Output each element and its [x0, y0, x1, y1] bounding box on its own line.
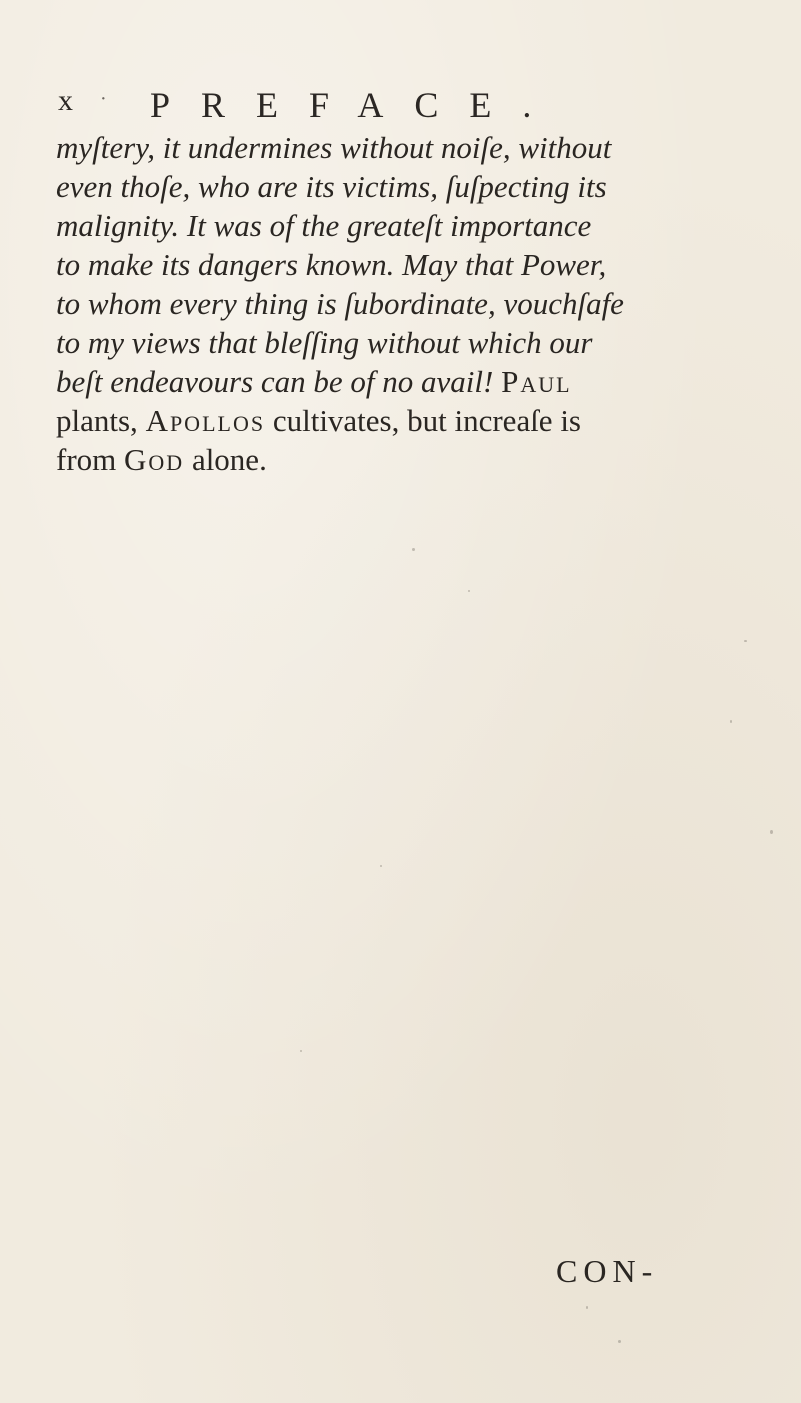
- text-line: [56, 362, 756, 401]
- text-span: plants,: [56, 403, 146, 438]
- text-line: [56, 167, 756, 206]
- name-god: God: [124, 442, 185, 477]
- text-span: malignity. It was of the greateſt importance: [56, 208, 592, 243]
- paper-speck: [300, 1050, 302, 1052]
- text-line: [56, 206, 756, 245]
- paper-speck: [730, 720, 732, 723]
- text-span: to my views that bleſſing without which our: [56, 325, 593, 360]
- text-span: to make its dangers known. May that Power,: [56, 247, 607, 282]
- paper-speck: [770, 830, 773, 834]
- name-paul: Paul: [501, 364, 572, 399]
- text-line: [56, 128, 756, 167]
- paper-speck: [744, 640, 747, 642]
- text-span: to whom every thing is ſubordinate, vouchſafe: [56, 286, 624, 321]
- text-span: from: [56, 442, 125, 477]
- text-span: myſtery, it undermines without noiſe, without: [56, 130, 612, 165]
- text-span: beſt endeavours can be of no avail!: [56, 364, 502, 399]
- paper-speck: [380, 865, 382, 867]
- paper-speck: [618, 1340, 621, 1343]
- text-line: [56, 284, 756, 323]
- text-line: [56, 245, 756, 284]
- running-title: PREFACE.: [150, 85, 563, 125]
- text-line: [56, 440, 756, 479]
- name-apollos: Apollos: [145, 403, 266, 438]
- page-number: x: [58, 84, 75, 117]
- paper-speck: [586, 1306, 588, 1309]
- text-line: [56, 401, 756, 440]
- header-separator-dot: ·: [100, 88, 109, 110]
- preface-text: [56, 128, 756, 479]
- paper-speck: [468, 590, 470, 592]
- catchword: CON-: [556, 1253, 659, 1289]
- paper-speck: [412, 548, 415, 551]
- page-header: [58, 84, 758, 124]
- text-line: [56, 323, 756, 362]
- text-span: even thoſe, who are its victims, ſuſpecting its: [56, 169, 607, 204]
- text-span: cultivates, but increaſe is: [265, 403, 581, 438]
- text-span: alone.: [184, 442, 267, 477]
